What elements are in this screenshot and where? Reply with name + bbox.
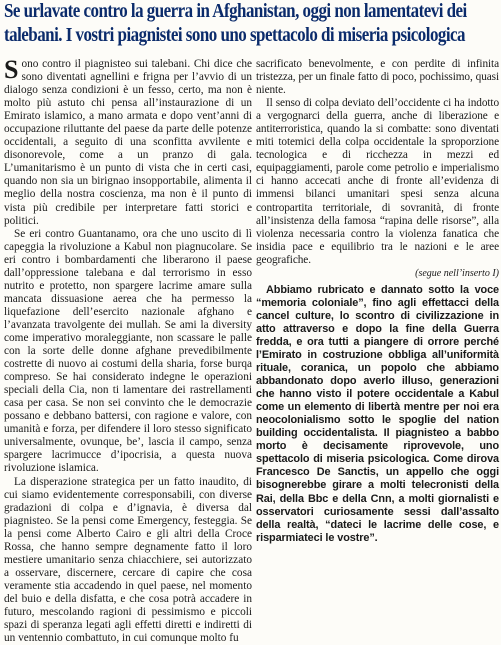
headline-line-2: talebani. I vostri piagnistei sono uno spettacolo di miseria psicologica [4,24,496,48]
paragraph-1-text: ono contro il piagnisteo sui talebani. Chi dice che sono diventati agnellini e frigna per l’avvio di un dialogo senza condizioni è un fesso, certo, ma non è molto più astuto chi pensa all’instaurazione di un Emirato islamico, a mano armata e dopo vent’anni di occupazione riluttante del paese da parte delle potenze occidentali, a seguito di una sconfitta avvilente e disonorevole, come a un pranzo di gala. L’umanitarismo è un punto di vista che in certi casi, quando non sia un birignao insopportabile, alimenta il meglio della nostra coscienza, ma non è il punto di vista più credibile per interpretare fatti storici e politici. [4,58,252,227]
paragraph-5: Il senso di colpa deviato dell’occidente ci ha indotto a vergognarci della guerra, anche di liberazione e antiterroristica, quando la si combatte: sono diventati miti totemici della colpa occidentale la sproporzione tecnologica e di ricchezza in mezzi ed equipaggiamenti, parole come petrolio e imperialismo ci hanno accecati anche di fronte all’evidenza di immensi bilanci umanitari spesi senza alcuna contropartita territoriale, di sovranità, di fronte all’insistenza della famosa “rapina delle risorse”, alla violenza necessaria contro la violenza fanatica che insidia pace e equilibrio tra le nazioni e le aree geografiche. [256,97,499,267]
right-column [256,58,499,545]
bold-excerpt [256,284,499,545]
paragraph-2: Se eri contro Guantanamo, ora che uno uscito di lì capeggia la rivoluzione a Kabul non piagnucolare. Se eri contro i bombardamenti che liberarono il paese dall’oppressione talebana e dal terrorismo in esso nutrito e protetto, non spargere lacrime amare sulla mancata dissuasione aerea che ha permesso la liquefazione dell’esercito nazionale afghano e l’avanzata travolgente dei mullah. Se ami la diversity come imperativo moraleggiante, non scassare le palle con la sorte delle donne afghane prevedibilmente costrette di nuovo ai costumi della sharia, forse burqa compreso. Se hai considerato indegne le operazioni speciali della Cia, non ti lamentare dei rastrellamenti casa per casa. Se non sei convinto che le democrazie possano e debbano battersi, con ragione e valore, con umanità e forza, per difendere il loro stesso significato universalmente, ovunque, be’, lascia il campo, senza spargere lacrimucce d’ipocrisia, a questa nuova rivoluzione islamica. [4,228,252,476]
headline [4,0,496,48]
paragraph-3: La disperazione strategica per un fatto inaudito, di cui siamo evidentemente corresponsabili, con diverse gradazioni di colpa e d’ignavia, è diversa dal piagnisteo. Se la pensi come Emergency, festeggia. Se la pensi come Alberto Cairo e gli altri della Croce Rossa, che hanno sempre degnamente fatto il loro mestiere umanitario senza chiacchiere, sei autorizzato a osservare, discernere, cercare di capire che cosa veramente stia accadendo in quel paese, nel momento del buio e della disfatta, e che cosa potrà accadere in futuro, mescolando ragioni di pessimismo e piccoli spazi di speranza legati agli effetti diretti e indiretti di un ventennio combattuto, in cui comunque molto fu [4,476,252,645]
dropcap: S [4,59,18,81]
paragraph-4: sacrificato benevolmente, e con perdite di infinita tristezza, per un finale fatto di poco, pochissimo, quasi niente. [256,58,499,97]
headline-line-1: Se urlavate contro la guerra in Afghanistan, oggi non lamentatevi dei [4,0,496,24]
left-column [4,58,252,645]
paragraph-1 [4,58,252,228]
continued-note: (segue nell’inserto I) [256,267,499,280]
bold-excerpt-text: Abbiamo rubricato e dannato sotto la voce “memoria coloniale”, fino agli effettacci della cancel culture, lo scontro di civilizzazione in atto attraverso e dopo la fine della Guerra fredda, e ora tutti a piangere di orrore perché l’Emirato in costruzione obbliga all’uniformità rituale, coranica, un popolo che abbiamo abbandonato dopo averlo illuso, generazioni che hanno visto il potere occidentale a Kabul come un elemento di libertà mentre per noi era neocolonialismo sotto le spoglie del nation building occidentalista. Il piagnisteo a babbo morto è decisamente riprovevole, uno spettacolo di miseria psicologica. Come dirova Francesco De Sanctis, un appello che oggi bisognerebbe girare a molti telecronisti della Rai, della Bbc e della Cnn, a molti giornalisti e osservatori curiosamente sessi dall’assalto della realtà, “dateci le lacrime delle cose, e risparmiateci le vostre”. [256,284,499,545]
